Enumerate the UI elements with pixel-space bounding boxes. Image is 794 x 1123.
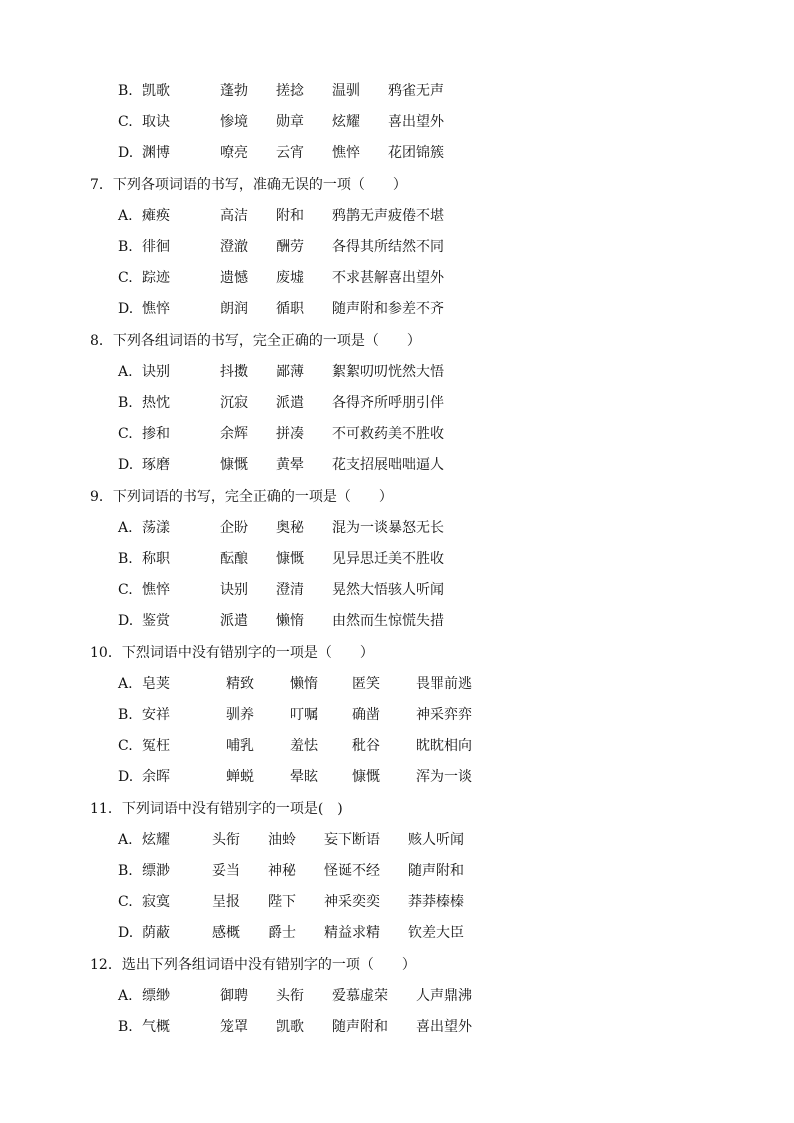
option-word: 神采奕奕 [324,894,380,910]
option-word: 炫耀 [142,832,170,848]
option-row [118,267,478,289]
option-word: 惊慌失措 [388,613,444,629]
option-word: 见异思迁 [332,551,388,567]
option-word: 鸦鹊无声 [332,208,388,224]
option-word: 妥当 [212,863,240,879]
option-word: 御聘 [220,988,248,1004]
option-word: 称职 [142,551,170,567]
question-stem: 9．下列词语的书写，完全正确的一项是（ ） [90,489,393,505]
option-label: C. [118,270,133,286]
option-word: 皂荚 [142,676,170,692]
option-word: 诀别 [142,364,170,380]
question-stem: 12．选出下列各组词语中没有错别字的一项（ ） [90,957,416,973]
option-word: 慷慨 [276,551,304,567]
option-word: 余辉 [220,426,248,442]
option-word: 朗润 [220,301,248,317]
option-word: 精致 [226,676,254,692]
option-word: 懒惰 [276,613,304,629]
option-word: 结然不同 [388,239,444,255]
option-row [118,985,478,1007]
option-word: 诀别 [220,582,248,598]
option-row [118,829,478,851]
option-word: 惨境 [220,114,248,130]
option-row [118,610,478,632]
option-word: 喜出望外 [388,270,444,286]
option-word: 派遣 [276,395,304,411]
option-label: C. [118,582,133,598]
option-word: 晕眩 [290,769,318,785]
option-word: 憔悴 [142,301,170,317]
option-label: D. [118,769,134,785]
option-word: 呈报 [212,894,240,910]
option-word: 热忱 [142,395,170,411]
option-word: 羞怯 [290,738,318,754]
option-row [118,236,478,258]
question-stem: 10．下烈词语中没有错别字的一项是（ ） [90,645,374,661]
option-word: 暴怒无长 [388,520,444,536]
option-word: 畏罪前逃 [416,676,472,692]
option-word: 气概 [142,1019,170,1035]
option-word: 鸦雀无声 [388,83,444,99]
option-word: 余晖 [142,769,170,785]
option-word: 疲倦不堪 [388,208,444,224]
option-word: 花团锦簇 [388,145,444,161]
option-row [118,517,478,539]
option-word: 混为一谈 [332,520,388,536]
option-word: 高洁 [220,208,248,224]
option-word: 沉寂 [220,395,248,411]
option-word: 随声附和 [332,1019,388,1035]
option-label: B. [118,395,133,411]
option-word: 赅人听闻 [408,832,464,848]
option-word: 酝酿 [220,551,248,567]
option-word: 喜出望外 [388,114,444,130]
option-word: 循职 [276,301,304,317]
option-word: 勋章 [276,114,304,130]
option-row [118,673,478,695]
option-row [118,142,478,164]
option-word: 鉴赏 [142,613,170,629]
option-word: 懒惰 [290,676,318,692]
option-label: A. [118,364,133,380]
option-word: 掺和 [142,426,170,442]
option-word: 凯歌 [142,83,170,99]
option-word: 美不胜收 [388,426,444,442]
option-row [118,548,478,570]
option-label: D. [118,613,134,629]
option-word: 晃然大悟 [332,582,388,598]
option-word: 美不胜收 [388,551,444,567]
option-word: 人声鼎沸 [416,988,472,1004]
option-row [118,361,478,383]
option-word: 炫耀 [332,114,360,130]
option-row [118,423,478,445]
option-label: A. [118,208,133,224]
option-row [118,392,478,414]
option-word: 温驯 [332,83,360,99]
option-word: 派遣 [220,613,248,629]
option-word: 感概 [212,925,240,941]
option-label: D. [118,457,134,473]
option-row [118,860,478,882]
option-word: 慷慨 [220,457,248,473]
option-word: 荫蔽 [142,925,170,941]
option-word: 废墟 [276,270,304,286]
option-word: 恍然大悟 [388,364,444,380]
option-label: C. [118,426,133,442]
option-word: 秕谷 [352,738,380,754]
option-word: 琢磨 [142,457,170,473]
option-word: 澄澈 [220,239,248,255]
option-word: 酬劳 [276,239,304,255]
option-row [118,454,478,476]
option-word: 憔悴 [332,145,360,161]
option-word: 呼朋引伴 [388,395,444,411]
question-stem: 7．下列各项词语的书写，准确无误的一项（ ） [90,177,407,193]
option-word: 奥秘 [276,520,304,536]
option-row [118,735,478,757]
option-word: 神秘 [268,863,296,879]
option-word: 由然而生 [332,613,388,629]
option-word: 匿笑 [352,676,380,692]
option-word: 哺乳 [226,738,254,754]
option-word: 钦差大臣 [408,925,464,941]
option-word: 拼凑 [276,426,304,442]
option-word: 寂寞 [142,894,170,910]
option-word: 云宵 [276,145,304,161]
option-word: 妄下断语 [324,832,380,848]
option-word: 荡漾 [142,520,170,536]
question-stem: 8．下列各组词语的书写，完全正确的一项是（ ） [90,333,421,349]
option-word: 浑为一谈 [416,769,472,785]
option-word: 陛下 [268,894,296,910]
option-word: 精益求精 [324,925,380,941]
option-word: 喜出望外 [416,1019,472,1035]
option-row [118,1016,478,1038]
option-word: 抖擞 [220,364,248,380]
option-word: 企盼 [220,520,248,536]
option-word: 油蛉 [268,832,296,848]
option-word: 莽莽榛榛 [408,894,464,910]
option-word: 各得其所 [332,239,388,255]
option-label: B. [118,1019,133,1035]
option-label: A. [118,832,133,848]
option-label: B. [118,707,133,723]
option-word: 蓬勃 [220,83,248,99]
option-word: 不求甚解 [332,270,388,286]
option-word: 确凿 [352,707,380,723]
option-word: 怪诞不经 [324,863,380,879]
option-word: 神采弈弈 [416,707,472,723]
option-word: 缥渺 [142,863,170,879]
option-word: 头衔 [276,988,304,1004]
option-row [118,766,478,788]
option-label: B. [118,239,133,255]
option-row [118,891,478,913]
option-word: 参差不齐 [388,301,444,317]
option-label: D. [118,925,134,941]
option-label: C. [118,738,133,754]
option-word: 骇人听闻 [388,582,444,598]
option-label: D. [118,301,134,317]
option-label: C. [118,894,133,910]
option-word: 附和 [276,208,304,224]
option-word: 澄清 [276,582,304,598]
option-word: 黄晕 [276,457,304,473]
option-word: 踪迹 [142,270,170,286]
option-word: 爱慕虚荣 [332,988,388,1004]
question-stem: 11．下列词语中没有错别字的一项是( ) [90,801,343,817]
option-word: 眈眈相向 [416,738,472,754]
option-word: 嘹亮 [220,145,248,161]
option-word: 鄙薄 [276,364,304,380]
option-label: C. [118,114,133,130]
option-row [118,298,478,320]
option-word: 冤枉 [142,738,170,754]
option-label: B. [118,551,133,567]
option-word: 缥缈 [142,988,170,1004]
option-word: 徘徊 [142,239,170,255]
option-label: A. [118,988,133,1004]
option-word: 咄咄逼人 [388,457,444,473]
option-word: 憔悴 [142,582,170,598]
option-label: B. [118,83,133,99]
option-word: 蝉蜕 [226,769,254,785]
option-word: 不可救药 [332,426,388,442]
option-word: 花支招展 [332,457,388,473]
option-word: 随声附和 [332,301,388,317]
option-word: 絮絮叨叨 [332,364,388,380]
option-word: 爵士 [268,925,296,941]
option-word: 头衔 [212,832,240,848]
option-word: 取诀 [142,114,170,130]
option-word: 慷慨 [352,769,380,785]
option-row [118,111,478,133]
option-label: B. [118,863,133,879]
option-word: 搓捻 [276,83,304,99]
option-row [118,205,478,227]
option-word: 凯歌 [276,1019,304,1035]
option-label: A. [118,676,133,692]
option-word: 瘫痪 [142,208,170,224]
option-word: 渊博 [142,145,170,161]
option-word: 叮嘱 [290,707,318,723]
option-row [118,579,478,601]
option-word: 各得齐所 [332,395,388,411]
option-label: A. [118,520,133,536]
option-row [118,704,478,726]
option-word: 笼罩 [220,1019,248,1035]
option-word: 遗憾 [220,270,248,286]
option-row [118,922,478,944]
option-row [118,80,478,102]
option-word: 安祥 [142,707,170,723]
option-word: 驯养 [226,707,254,723]
option-label: D. [118,145,134,161]
option-word: 随声附和 [408,863,464,879]
